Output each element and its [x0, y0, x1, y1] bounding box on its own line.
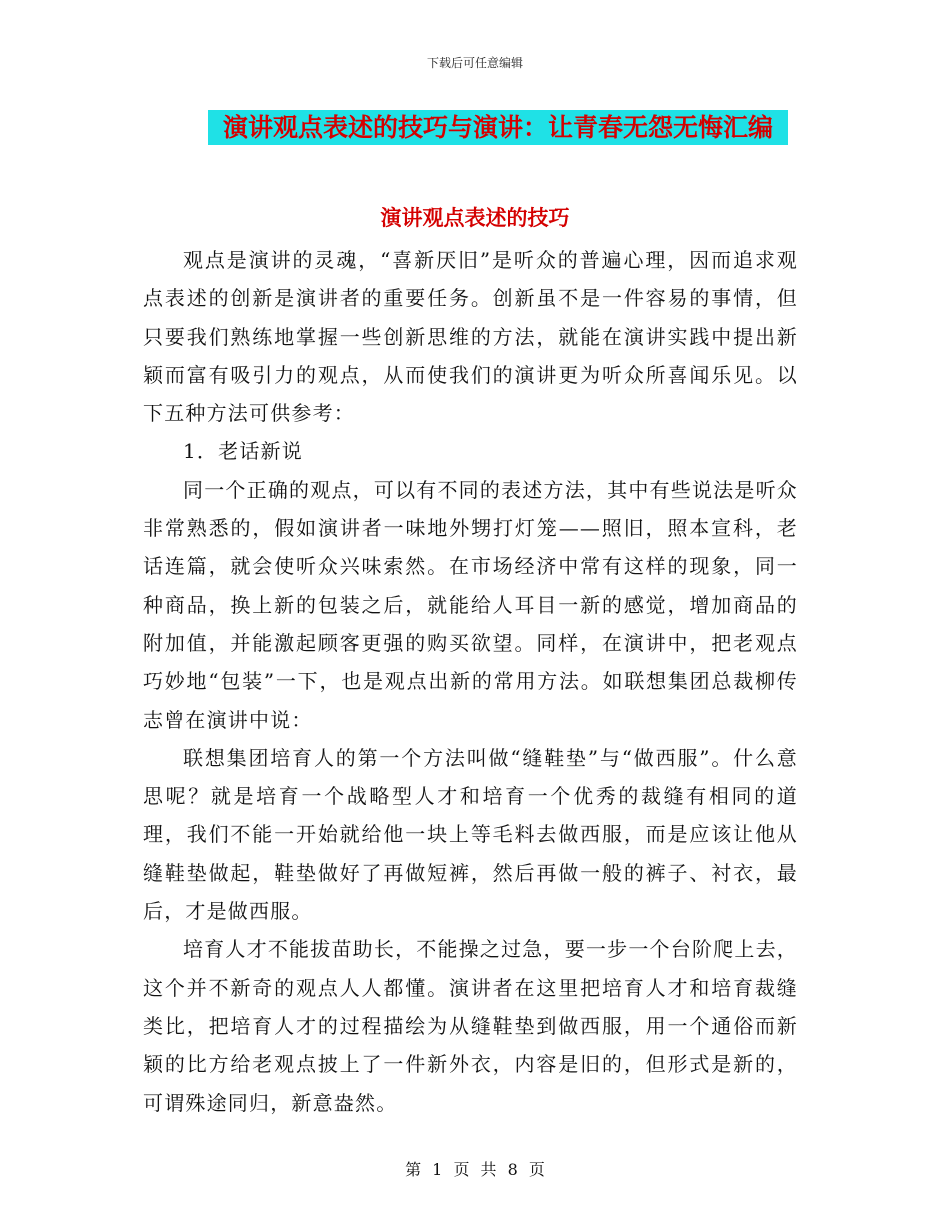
- header-note: 下载后可任意编辑: [426, 56, 523, 70]
- paragraph-quote: 联想集团培育人的第一个方法叫做“缝鞋垫”与“做西服”。什么意思呢？就是培育一个战略型人才和培育一个优秀的裁缝有相同的道理，我们不能一开始就给他一块上等毛料去做西服，而是应该让他从缝鞋垫做起，鞋垫做好了再做短裤，然后再做一般的裤子、衬衣，最后，才是做西服。: [143, 745, 798, 924]
- document-body: [143, 241, 798, 1122]
- document-title: 演讲观点表述的技巧与演讲：让青春无怨无悔汇编: [208, 110, 788, 145]
- section-title: 演讲观点表述的技巧: [380, 205, 570, 230]
- paragraph-analysis: 培育人才不能拔苗助长，不能操之过急，要一步一个台阶爬上去，这个并不新奇的观点人人都懂。演讲者在这里把培育人才和培育裁缝类比，把培育人才的过程描绘为从缝鞋垫到做西服，用一个通俗而新颖的比方给老观点披上了一件新外衣，内容是旧的，但形式是新的，可谓殊途同归，新意盎然。: [143, 937, 798, 1115]
- paragraph-method-1: 同一个正确的观点，可以有不同的表述方法，其中有些说法是听众非常熟悉的，假如演讲者一味地外甥打灯笼——照旧，照本宣科，老话连篇，就会使听众兴味索然。在市场经济中常有这样的现象，同一种商品，换上新的包装之后，就能给人耳目一新的感觉，增加商品的附加值，并能激起顾客更强的购买欲望。同样，在演讲中，把老观点巧妙地“包装”一下，也是观点出新的常用方法。如联想集团总裁柳传志曾在演讲中说：: [143, 477, 798, 732]
- page-number: 第 1 页 共 8 页: [405, 1160, 545, 1179]
- paragraph-intro: 观点是演讲的灵魂，“喜新厌旧”是听众的普遍心理，因而追求观点表述的创新是演讲者的重要任务。创新虽不是一件容易的事情，但只要我们熟练地掌握一些创新思维的方法，就能在演讲实践中提出新颖而富有吸引力的观点，从而使我们的演讲更为听众所喜闻乐见。以下五种方法可供参考：: [143, 248, 798, 426]
- method-heading-1: 1．老话新说: [183, 439, 303, 464]
